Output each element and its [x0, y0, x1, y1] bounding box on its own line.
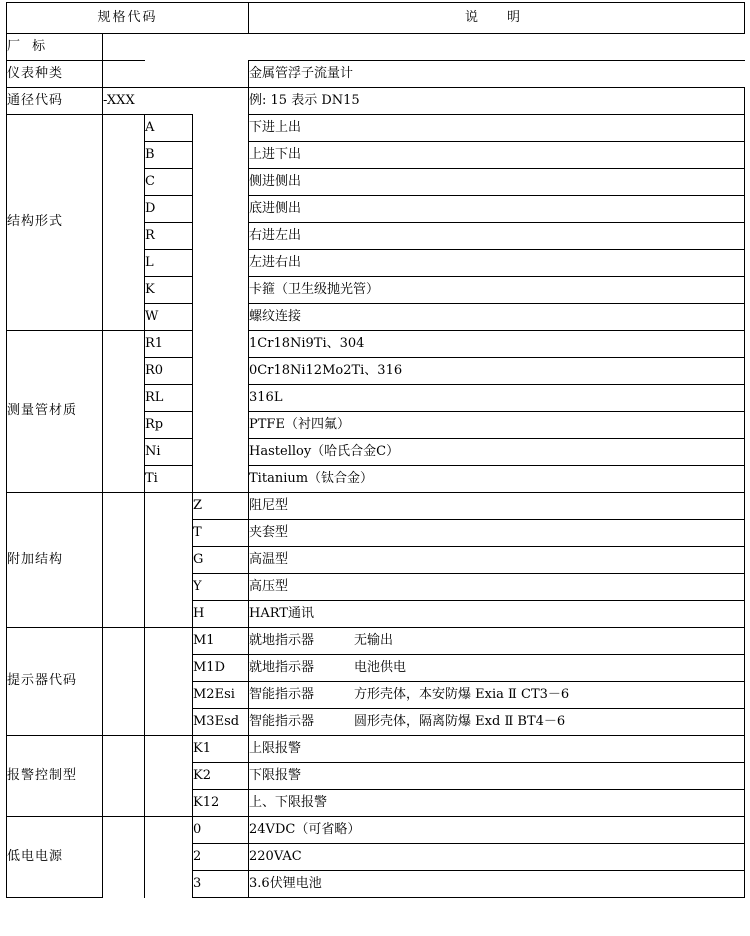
desc-cell: [249, 34, 745, 61]
desc-cell: 右进左出: [249, 223, 745, 250]
group-label-tube-material: 测量管材质: [7, 331, 103, 493]
desc-secondary: 无输出: [354, 632, 394, 648]
desc-secondary: 电池供电: [354, 659, 407, 675]
spacer-cell: [193, 304, 249, 331]
desc-cell: 3.6伏锂电池: [249, 871, 745, 898]
desc-cell: HART通讯: [249, 601, 745, 628]
code-cell: A: [145, 115, 193, 142]
spacer-cell: [103, 493, 145, 628]
desc-cell: 螺纹连接: [249, 304, 745, 331]
spacer-cell: [193, 115, 249, 142]
code-cell: K: [145, 277, 193, 304]
desc-cell: 夹套型: [249, 520, 745, 547]
code-cell: M3Esd: [193, 709, 249, 736]
desc-cell: 下进上出: [249, 115, 745, 142]
code-cell: Rp: [145, 412, 193, 439]
code-cell: [193, 88, 249, 115]
code-cell: R: [145, 223, 193, 250]
desc-cell: 上、下限报警: [249, 790, 745, 817]
group-label-structure-form: 结构形式: [7, 115, 103, 331]
code-cell: K2: [193, 763, 249, 790]
group-label-alarm-control: 报警控制型: [7, 736, 103, 817]
code-cell: 0: [193, 817, 249, 844]
desc-cell: Hastelloy（哈氏合金C）: [249, 439, 745, 466]
code-cell: M2Esi: [193, 682, 249, 709]
desc-cell: 卡箍（卫生级抛光管）: [249, 277, 745, 304]
desc-primary: 就地指示器: [249, 632, 315, 648]
code-cell: RL: [145, 385, 193, 412]
spacer-cell: [193, 142, 249, 169]
code-cell: -XXX: [103, 88, 145, 115]
code-cell: 3: [193, 871, 249, 898]
spacer-cell: [193, 385, 249, 412]
code-cell: D: [145, 196, 193, 223]
desc-cell: 上进下出: [249, 142, 745, 169]
code-cell: C: [145, 169, 193, 196]
spacer-cell: [103, 817, 145, 898]
desc-primary: 智能指示器: [249, 686, 315, 702]
spec-table: [6, 2, 745, 898]
header-code: 规格代码: [7, 3, 249, 34]
code-cell: M1: [193, 628, 249, 655]
spacer-cell: [193, 466, 249, 493]
spacer-cell: [193, 439, 249, 466]
desc-primary: 就地指示器: [249, 659, 315, 675]
group-label-instrument-type: 仪表种类: [7, 61, 103, 88]
spacer-cell: [103, 115, 145, 331]
table-row: [7, 493, 745, 520]
code-cell: L: [145, 250, 193, 277]
code-cell: [103, 61, 145, 88]
spacer-cell: [145, 493, 193, 628]
spacer-cell: [193, 223, 249, 250]
spacer-cell: [145, 817, 193, 898]
spacer-cell: [145, 628, 193, 736]
desc-cell: [249, 628, 745, 655]
desc-cell: 1Cr18Ni9Ti、304: [249, 331, 745, 358]
code-cell: [193, 61, 249, 88]
desc-cell: 阻尼型: [249, 493, 745, 520]
table-row: [7, 61, 745, 88]
table-header-row: [7, 3, 745, 34]
desc-cell: 左进右出: [249, 250, 745, 277]
code-cell: B: [145, 142, 193, 169]
code-cell: W: [145, 304, 193, 331]
code-cell: R1: [145, 331, 193, 358]
desc-cell: [249, 655, 745, 682]
spacer-cell: [193, 358, 249, 385]
code-cell: R0: [145, 358, 193, 385]
desc-cell: 侧进侧出: [249, 169, 745, 196]
code-cell: Ti: [145, 466, 193, 493]
spacer-cell: [193, 277, 249, 304]
code-cell: [145, 61, 193, 88]
desc-secondary: 方形壳体，本安防爆 Exia Ⅱ CT3－6: [354, 686, 570, 702]
desc-cell: 24VDC（可省略）: [249, 817, 745, 844]
code-cell: Z: [193, 493, 249, 520]
code-cell: G: [193, 547, 249, 574]
desc-cell: Titanium（钛合金）: [249, 466, 745, 493]
desc-cell: 底进侧出: [249, 196, 745, 223]
group-label-diameter-code: 通径代码: [7, 88, 103, 115]
table-row: [7, 628, 745, 655]
code-cell: T: [193, 520, 249, 547]
desc-cell: PTFE（衬四氟）: [249, 412, 745, 439]
spacer-cell: [193, 169, 249, 196]
spacer-cell: [103, 628, 145, 736]
code-cell: K12: [193, 790, 249, 817]
code-cell: 2: [193, 844, 249, 871]
code-cell: [145, 34, 193, 61]
group-label-factory: 厂 标: [7, 34, 103, 61]
desc-secondary: 圆形壳体，隔离防爆 Exd Ⅱ BT4－6: [354, 713, 566, 729]
desc-cell: 高温型: [249, 547, 745, 574]
spacer-cell: [193, 196, 249, 223]
code-cell: Ni: [145, 439, 193, 466]
table-row: [7, 88, 745, 115]
spacer-cell: [145, 736, 193, 817]
desc-cell: 0Cr18Ni12Mo2Ti、316: [249, 358, 745, 385]
code-cell: K1: [193, 736, 249, 763]
desc-cell: [249, 709, 745, 736]
desc-cell: [249, 682, 745, 709]
header-description: 说 明: [249, 3, 745, 34]
spacer-cell: [103, 736, 145, 817]
table-row: [7, 817, 745, 844]
spacer-cell: [193, 412, 249, 439]
code-cell: [103, 34, 145, 61]
code-cell: [193, 34, 249, 61]
desc-cell: 上限报警: [249, 736, 745, 763]
desc-cell: 220VAC: [249, 844, 745, 871]
table-row: [7, 331, 745, 358]
code-cell: [145, 88, 193, 115]
desc-cell: 例: 15 表示 DN15: [249, 88, 745, 115]
spacer-cell: [193, 250, 249, 277]
code-cell: M1D: [193, 655, 249, 682]
group-label-indicator-code: 提示器代码: [7, 628, 103, 736]
code-cell: H: [193, 601, 249, 628]
spacer-cell: [193, 331, 249, 358]
desc-cell: 下限报警: [249, 763, 745, 790]
group-label-additional-structure: 附加结构: [7, 493, 103, 628]
desc-primary: 智能指示器: [249, 713, 315, 729]
spacer-cell: [103, 331, 145, 493]
desc-cell: 金属管浮子流量计: [249, 61, 745, 88]
code-cell: Y: [193, 574, 249, 601]
table-row: [7, 736, 745, 763]
table-row: [7, 34, 745, 61]
group-label-power-supply: 低电电源: [7, 817, 103, 898]
table-row: [7, 115, 745, 142]
desc-cell: 高压型: [249, 574, 745, 601]
desc-cell: 316L: [249, 385, 745, 412]
